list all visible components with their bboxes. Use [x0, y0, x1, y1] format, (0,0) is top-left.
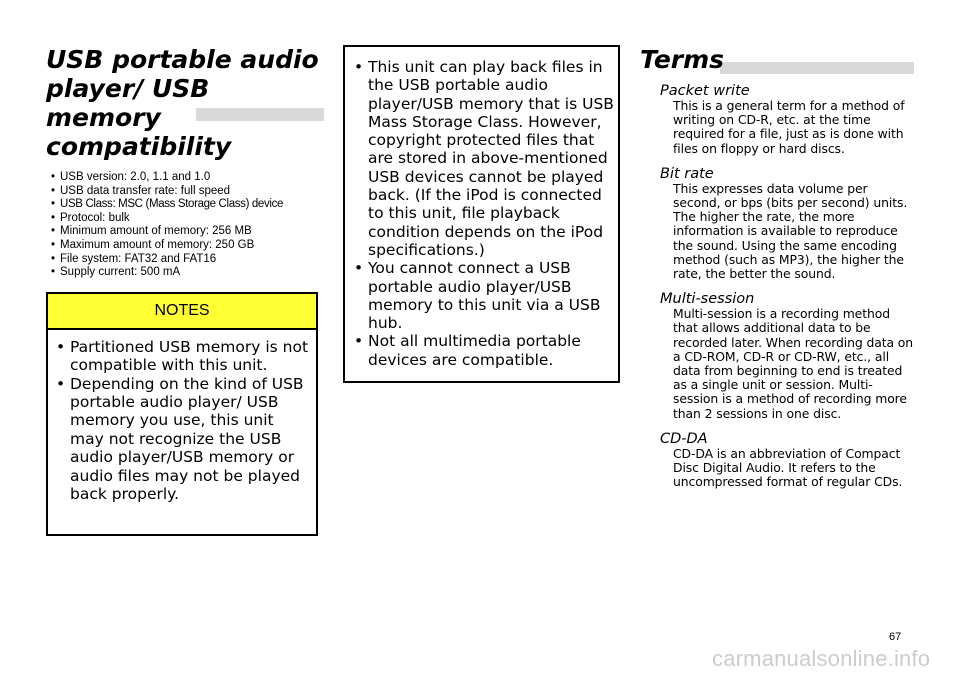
- term-title: CD-DA: [660, 430, 708, 447]
- term-title: Bit rate: [660, 165, 714, 182]
- spec-item: • USB version: 2.0, 1.1 and 1.0: [60, 171, 322, 185]
- info-item: • Not all multimedia portable devices are compatible.: [368, 332, 614, 369]
- watermark: carmanualsonline.info: [712, 646, 931, 671]
- terms-title: Terms: [640, 45, 725, 74]
- terms-section: [640, 0, 916, 489]
- page-number: 67: [889, 631, 902, 643]
- notes-list: [48, 330, 316, 504]
- term-title: Multi-session: [660, 291, 755, 308]
- spec-item: • Protocol: bulk: [60, 212, 322, 226]
- terms-heading: [640, 45, 916, 75]
- term-definition: CD-DA is an abbreviation of Compact Disc Digital Audio. It refers to the uncompressed format of regular CDs.: [673, 445, 903, 490]
- usb-playback-info-box: [343, 45, 620, 383]
- heading-line-2: player/ USB memory: [46, 74, 210, 132]
- spec-item: • USB data transfer rate: full speed: [60, 185, 322, 199]
- term-cd-da: [660, 431, 916, 490]
- usb-spec-list: [46, 171, 322, 280]
- term-definition: This expresses data volume per second, or bps (bits per second) units. The higher the rate, the more information is available to reproduce the sound. Using the same encoding method (such as MP3), the higher the rate, the better the sound.: [673, 180, 908, 282]
- term-bit-rate: [660, 166, 916, 281]
- heading-line-1: USB portable audio: [46, 45, 319, 74]
- usb-compatibility-heading: [46, 45, 322, 161]
- term-packet-write: [660, 83, 916, 156]
- heading-underline-bar: [196, 108, 324, 121]
- terms-underline-bar: [720, 62, 914, 74]
- term-title: Packet write: [660, 83, 750, 99]
- note-item: • Depending on the kind of USB portable audio player/ USB memory you use, this unit may not recognize the USB audio player/USB memory or audio files may not be played back properly.: [70, 375, 310, 504]
- heading-line-3: compatibility: [46, 132, 232, 161]
- term-definition: This is a general term for a method of writing on CD-R, etc. at the time required for a file, just as is done with files on floppy or hard discs.: [673, 98, 905, 156]
- note-item: • Partitioned USB memory is not compatible with this unit.: [70, 338, 310, 375]
- spec-item: • USB Class: MSC (Mass Storage Class) device: [60, 198, 322, 212]
- info-item: • You cannot connect a USB portable audio player/USB memory to this unit via a USB hub.: [368, 259, 614, 332]
- notes-box: [46, 292, 318, 536]
- term-multi-session: [660, 291, 916, 421]
- notes-header: NOTES: [48, 294, 316, 330]
- spec-item: • Maximum amount of memory: 250 GB: [60, 239, 322, 253]
- info-item: • This unit can play back files in the USB portable audio player/USB memory that is USB Mass Storage Class. However, copyright protected files that are stored in above-mentioned USB devices cannot be played back. (If the iPod is connected to this unit, file playback condition depends on the iPod specifications.): [368, 58, 614, 259]
- term-definition: Multi-session is a recording method that allows additional data to be recorded later. When recording data on a CD-ROM, CD-R or CD-RW, etc., all data from beginning to end is treated as a single unit or session. Multi-session is a method of recording more than 2 sessions in one disc.: [673, 306, 914, 421]
- spec-item: • Minimum amount of memory: 256 MB: [60, 225, 322, 239]
- spec-item: • Supply current: 500 mA: [60, 266, 322, 280]
- spec-item: • File system: FAT32 and FAT16: [60, 253, 322, 267]
- usb-compatibility-section: [46, 0, 322, 536]
- playback-info-list: [345, 47, 618, 369]
